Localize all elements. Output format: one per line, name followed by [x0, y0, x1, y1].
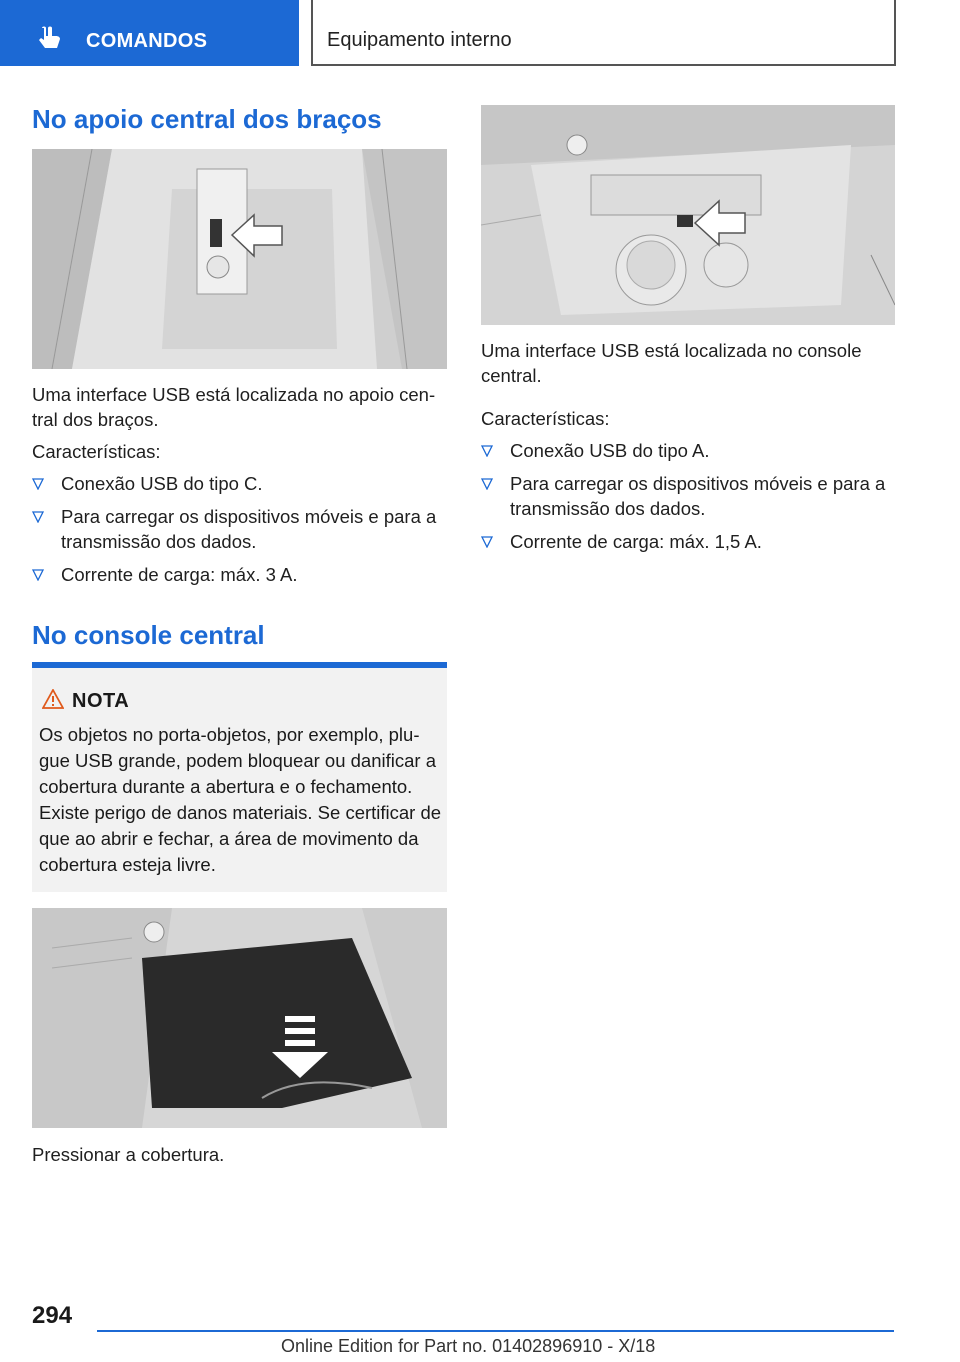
armrest-features-label: Características:: [32, 441, 161, 462]
footer-rule: [97, 1330, 894, 1332]
console-usb-illustration: [481, 105, 895, 325]
chapter-title: Equipamento interno: [327, 29, 512, 51]
page-number: 294: [32, 1302, 73, 1329]
console-cover-illustration: [32, 908, 447, 1128]
list-item: Conexão USB do tipo A.: [481, 438, 896, 463]
warning-triangle-icon: [42, 689, 64, 709]
hand-pointer-icon: [38, 26, 64, 52]
triangle-bullet-icon: [32, 569, 44, 581]
list-item: Para carregar os dispositivos móveis e para a transmissão dos dados.: [481, 471, 896, 521]
triangle-bullet-icon: [32, 478, 44, 490]
triangle-bullet-icon: [481, 445, 493, 457]
section-tab-label: COMANDOS: [86, 30, 208, 52]
note-title: NOTA: [72, 690, 130, 712]
section-tab[interactable]: [0, 0, 299, 66]
list-item: Corrente de carga: máx. 3 A.: [32, 562, 447, 587]
triangle-bullet-icon: [32, 511, 44, 523]
heading-center-console: No console central: [32, 620, 265, 650]
armrest-features-list: [32, 471, 447, 595]
console-features-list: [481, 438, 896, 562]
triangle-bullet-icon: [481, 536, 493, 548]
edition-footer: Online Edition for Part no. 01402896910 - X/18: [281, 1336, 656, 1356]
armrest-description: Uma interface USB está localizada no apoio cen-tral dos braços.: [32, 384, 436, 430]
list-item: Corrente de carga: máx. 1,5 A.: [481, 529, 896, 554]
list-item: Conexão USB do tipo C.: [32, 471, 447, 496]
console-description: Uma interface USB está localizada no console central.: [481, 340, 862, 386]
note-text: Os objetos no porta-objetos, por exemplo, plu-gue USB grande, podem bloquear ou danificar a cobertura durante a abertura e o fechamento. Existe perigo de danos materiais. Se certificar de que ao abrir e fechar, a área de movimento da cobertura esteja livre.: [39, 724, 442, 875]
list-item: Para carregar os dispositivos móveis e para a transmissão dos dados.: [32, 504, 447, 554]
cover-caption: Pressionar a cobertura.: [32, 1144, 225, 1165]
triangle-bullet-icon: [481, 478, 493, 490]
armrest-usb-illustration: [32, 149, 447, 369]
heading-armrest: No apoio central dos braços: [32, 104, 382, 134]
chapter-header: [311, 0, 896, 66]
console-features-label: Características:: [481, 408, 610, 429]
